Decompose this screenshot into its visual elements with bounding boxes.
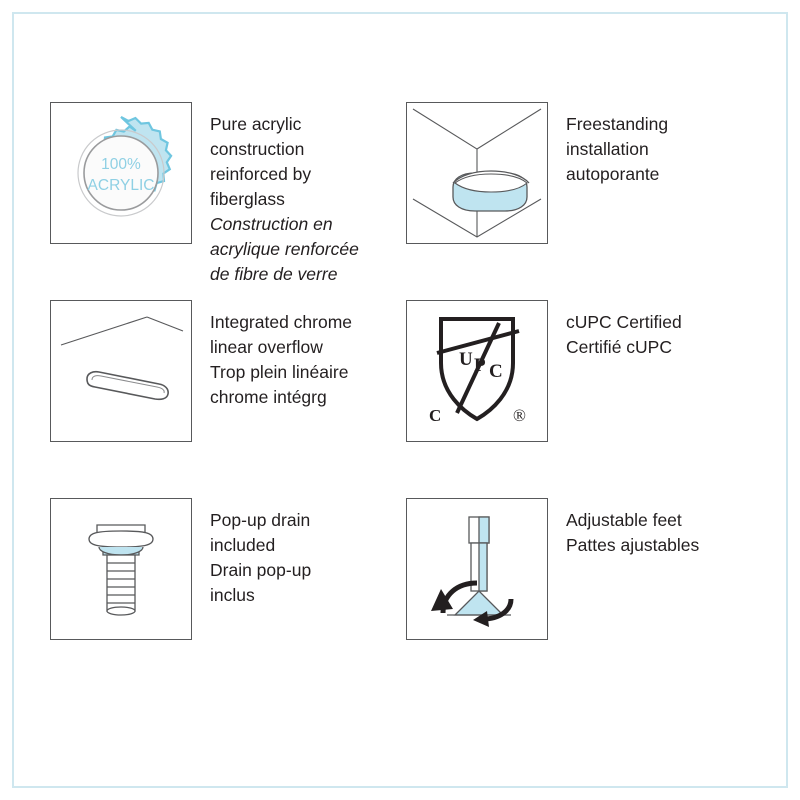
badge-line-2: ACRYLIC (87, 177, 155, 194)
caption-en-1: Pop-up drain (210, 510, 311, 530)
feature-caption (210, 112, 395, 287)
badge-line-1: 100% (101, 156, 141, 173)
caption-en-3: autoporante (566, 164, 660, 184)
caption-en-4: fiberglass (210, 189, 285, 209)
shield-text-p: P (474, 355, 486, 376)
feature-caption (210, 508, 395, 608)
caption-en-2: construction (210, 139, 305, 159)
feature-caption (566, 112, 751, 187)
shield-left-mark: C (429, 406, 442, 425)
caption-fr-2: inclus (210, 585, 255, 605)
caption-en-1: Integrated chrome (210, 312, 353, 332)
caption-fr-2: acrylique renforcée (210, 239, 359, 259)
caption-en-1: Pure acrylic (210, 114, 302, 134)
caption-fr-1: Certifié cUPC (566, 337, 672, 357)
caption-fr-1: Construction en (210, 214, 333, 234)
feature-item (50, 498, 406, 696)
pop-up-drain-icon (50, 498, 192, 640)
caption-en-2: installation (566, 139, 649, 159)
acrylic-badge-icon (50, 102, 192, 244)
feature-item (406, 498, 762, 696)
caption-fr-1: Pattes ajustables (566, 535, 700, 555)
feature-caption (210, 310, 395, 410)
feature-sheet (12, 12, 788, 788)
feature-grid (50, 102, 762, 696)
freestanding-tub-icon (406, 102, 548, 244)
caption-en-1: Freestanding (566, 114, 669, 134)
caption-en-2: included (210, 535, 276, 555)
caption-en-1: cUPC Certified (566, 312, 682, 332)
shield-text-u: U (459, 349, 473, 370)
caption-fr-1: Trop plein linéaire (210, 362, 349, 382)
shield-text-c: C (489, 361, 503, 382)
caption-en-1: Adjustable feet (566, 510, 682, 530)
feature-item (50, 102, 406, 300)
adjustable-feet-icon (406, 498, 548, 640)
feature-caption (566, 508, 751, 558)
shield-right-mark: ® (513, 406, 526, 425)
feature-caption (566, 310, 751, 360)
linear-overflow-icon (50, 300, 192, 442)
caption-fr-1: Drain pop-up (210, 560, 312, 580)
feature-item (406, 300, 762, 498)
caption-fr-2: chrome intégrg (210, 387, 327, 407)
upc-shield-icon (406, 300, 548, 442)
caption-fr-3: de fibre de verre (210, 264, 338, 284)
feature-item (50, 300, 406, 498)
caption-en-3: reinforced by (210, 164, 312, 184)
feature-item (406, 102, 762, 300)
caption-en-2: linear overflow (210, 337, 323, 357)
